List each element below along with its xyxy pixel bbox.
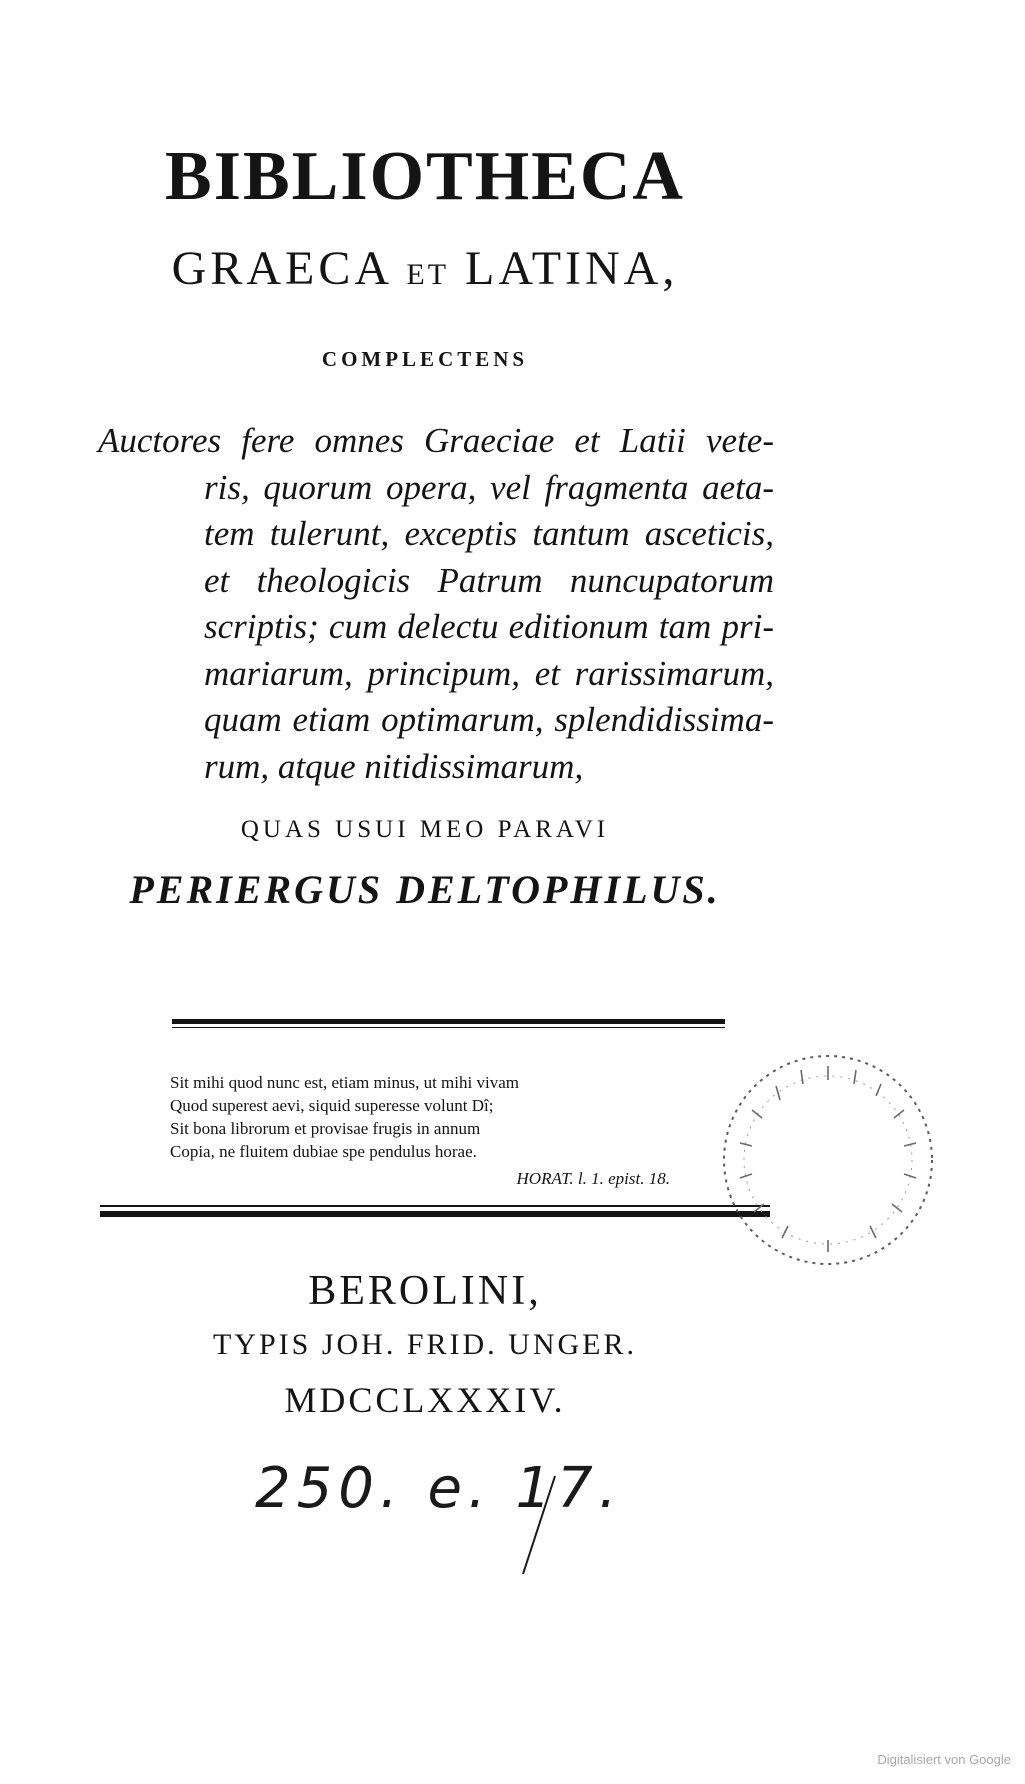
bottom-rule-thin [100, 1205, 770, 1207]
bottom-rule [100, 1211, 770, 1217]
description-line: tem tulerunt, exceptis tantum asceticis, [204, 514, 774, 553]
title-subtitle-et: ET [406, 258, 450, 291]
footer-credit: Digitalisiert von Google [877, 1752, 1011, 1767]
epigraph-line: Sit bona librorum et provisae frugis in annum [170, 1119, 481, 1138]
shelfmark-text: 250. e. 17. [255, 1456, 623, 1521]
description-paragraph [98, 418, 774, 790]
library-stamp-icon [716, 1048, 940, 1272]
description-line: Auctores fere omnes Graeciae et Latii vete- [98, 421, 774, 460]
description-line: ris, quorum opera, vel fragmenta aeta- [204, 467, 774, 507]
description-line: mariarum, principum, et rarissimarum, [204, 653, 774, 693]
complectens-heading: COMPLECTENS [321, 347, 529, 371]
description-line: quam etiam optimarum, splendidissima- [204, 700, 774, 739]
description-line: et theologicis Patrum nuncupatorum [204, 560, 774, 600]
epigraph-line: Sit mihi quod nunc est, etiam minus, ut mihi vivam [170, 1073, 519, 1092]
title-subtitle [0, 242, 850, 295]
author-name: PERIERGUS DELTOPHILUS. [129, 867, 721, 912]
epigraph-source: HORAT. l. 1. epist. 18. [516, 1169, 670, 1188]
title-subtitle-left: GRAECA [171, 242, 391, 295]
title-subtitle-right: LATINA, [465, 242, 679, 295]
epigraph [170, 1071, 690, 1190]
top-rule-thin [172, 1027, 725, 1028]
title-main: BIBLIOTHECA [165, 138, 685, 215]
description-line: scriptis; cum delectu editionum tam pri- [204, 607, 774, 646]
top-rule [172, 1019, 725, 1024]
epigraph-line: Quod superest aevi, siquid superesse volunt Dî; [170, 1096, 494, 1115]
description-line: rum, atque nitidissimarum, [204, 746, 584, 786]
imprint-city: BEROLINI, [308, 1268, 542, 1314]
shelfmark-stroke-icon [255, 1456, 615, 1576]
epigraph-line: Copia, ne fluitem dubiae spe pendulus horae. [170, 1142, 477, 1161]
imprint-printer: TYPIS JOH. FRID. UNGER. [212, 1328, 638, 1361]
handwritten-shelfmark [255, 1456, 623, 1576]
quas-line: QUAS USUI MEO PARAVI [240, 816, 610, 843]
imprint-year: MDCCLXXXIV. [284, 1380, 566, 1420]
